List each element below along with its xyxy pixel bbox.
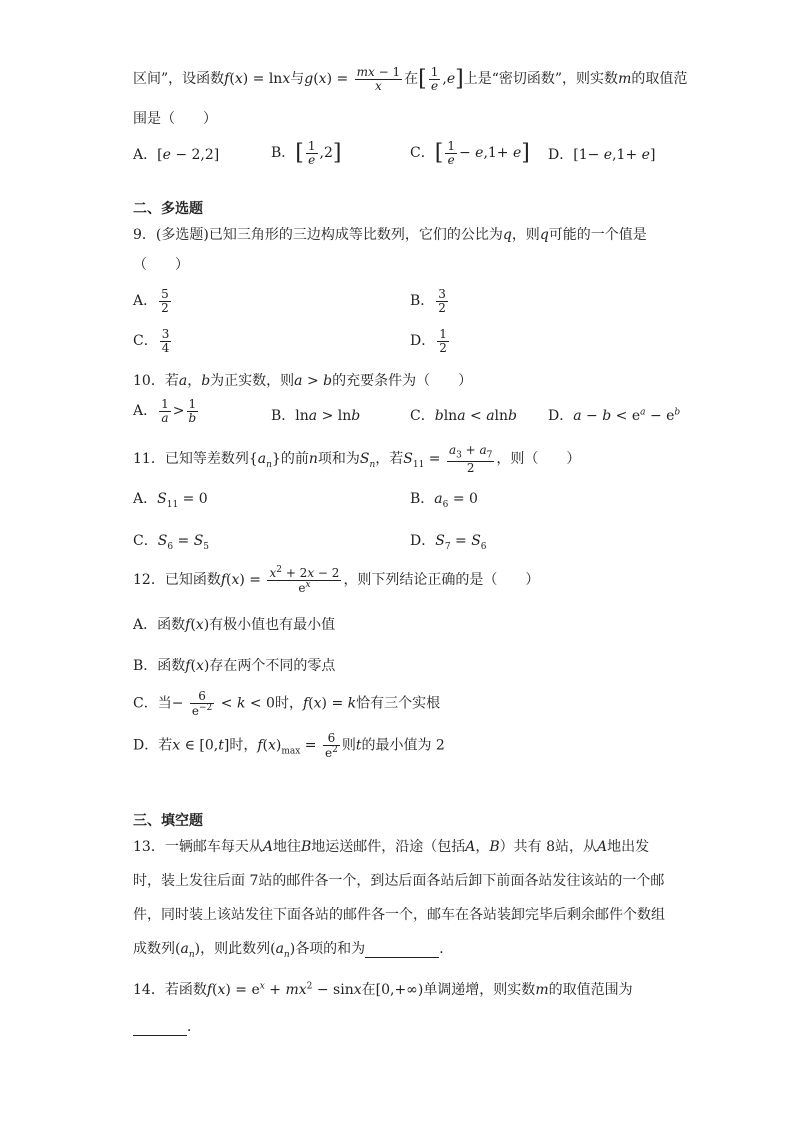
q14-stem: 14．若函数$f(x) = e^x + mx^2 - \sin x$在[0,+∞)单调递增，则实数m的取值范围为 [133, 981, 633, 998]
q11-option-b[interactable]: B．$a_6 = 0$ [410, 491, 478, 510]
q10-option-d[interactable]: D．$a - b < e^a - e^b$ [548, 407, 681, 424]
q8-option-c[interactable]: C．[ $\frac{1}{e}$ − e,1+ e] [410, 139, 530, 167]
q8-option-a[interactable]: A．[e − 2,2] [133, 147, 220, 163]
q13-line4: 成数列$(a_n)$，则此数列$(a_n)$各项的和为 ． [133, 941, 454, 960]
q9-paren: （ ） [133, 257, 189, 273]
q13-line3: 件，同时装上该站发往下面各站的邮件各一个，邮车在各站装卸完毕后剩余邮件个数组 [133, 907, 665, 923]
q9-option-a[interactable]: A． $\frac{5}{2}$ [133, 287, 169, 315]
q9-option-b[interactable]: B． $\frac{3}{2}$ [410, 287, 446, 315]
q8-option-b[interactable]: B．[ $\frac{1}{e}$ ,2] [271, 139, 342, 167]
q13-line2: 时，装上发往后面 7站的邮件各一个，到达后面各站后卸下前面各站发往该站的一个邮 [133, 873, 665, 889]
section-title-multiple-choice: 二、多选题 [133, 201, 203, 217]
q11-option-d[interactable]: D．$S_7 = S_6$ [410, 533, 487, 552]
q8-line1: 区间”，设函数f(x) = lnx与g(x) = $\frac{mx - 1}{x}$ 在[ $\frac{1}{e}$ ,e]上是“密切函数”，则实数m的取值范 [133, 65, 688, 93]
q13-line1: 13．一辆邮车每天从A地往B地运送邮件，沿途（包括A，B）共有 8站，从A地出发 [133, 839, 650, 855]
q11-stem: 11．已知等差数列$\{a_n\}$的前n项和为$S_n$，若$S_{11}$ = $\frac{a_3 + a_7}{2}$ ，则（ ） [133, 443, 581, 475]
q14-answer-blank[interactable] [133, 1019, 187, 1036]
q12-option-d[interactable]: D．若x ∈ [0,t]时，$f(x)_{max}$ = $\frac{6}{e^2}$ 则t的最小值为 2 [133, 731, 445, 760]
q12-option-b[interactable]: B．函数f(x)存在两个不同的零点 [133, 658, 336, 674]
q13-answer-blank[interactable] [365, 941, 439, 958]
q9-stem: 9．(多选题)已知三角形的三边构成等比数列，它们的公比为q，则q可能的一个值是 [133, 227, 647, 243]
q12-option-c[interactable]: C．当− $\frac{6}{e^{-2}}$ < k < 0时，f(x) = k恰有三个实根 [133, 689, 441, 718]
section-title-fill-in: 三、填空题 [133, 813, 203, 829]
q14-line2: ． [133, 1016, 674, 1036]
q8-option-d[interactable]: D．[1− e,1+ e] [548, 147, 656, 163]
q12-stem: 12．已知函数f(x) = $\frac{x^2 + 2x - 2}{e^x}$ ，则下列结论正确的是（ ） [133, 565, 540, 595]
q10-option-b[interactable]: B．lna > lnb [271, 408, 361, 424]
q9-option-c[interactable]: C． $\frac{3}{4}$ [133, 327, 170, 355]
q9-option-d[interactable]: D． $\frac{1}{2}$ [410, 327, 447, 355]
q10-option-a[interactable]: A． $\frac{1}{a}$ > $\frac{1}{b}$ [133, 397, 197, 425]
q11-option-a[interactable]: A．$S_{11} = 0$ [133, 491, 208, 510]
q8-line2: 围是（ ） [133, 111, 217, 127]
q11-option-c[interactable]: C．$S_6 = S_5$ [133, 533, 210, 552]
q10-option-c[interactable]: C．blna < alnb [410, 408, 518, 424]
q10-stem: 10．若a，b为正实数，则a > b的充要条件为（ ） [133, 373, 473, 389]
q12-option-a[interactable]: A．函数f(x)有极小值也有最小值 [133, 617, 336, 633]
